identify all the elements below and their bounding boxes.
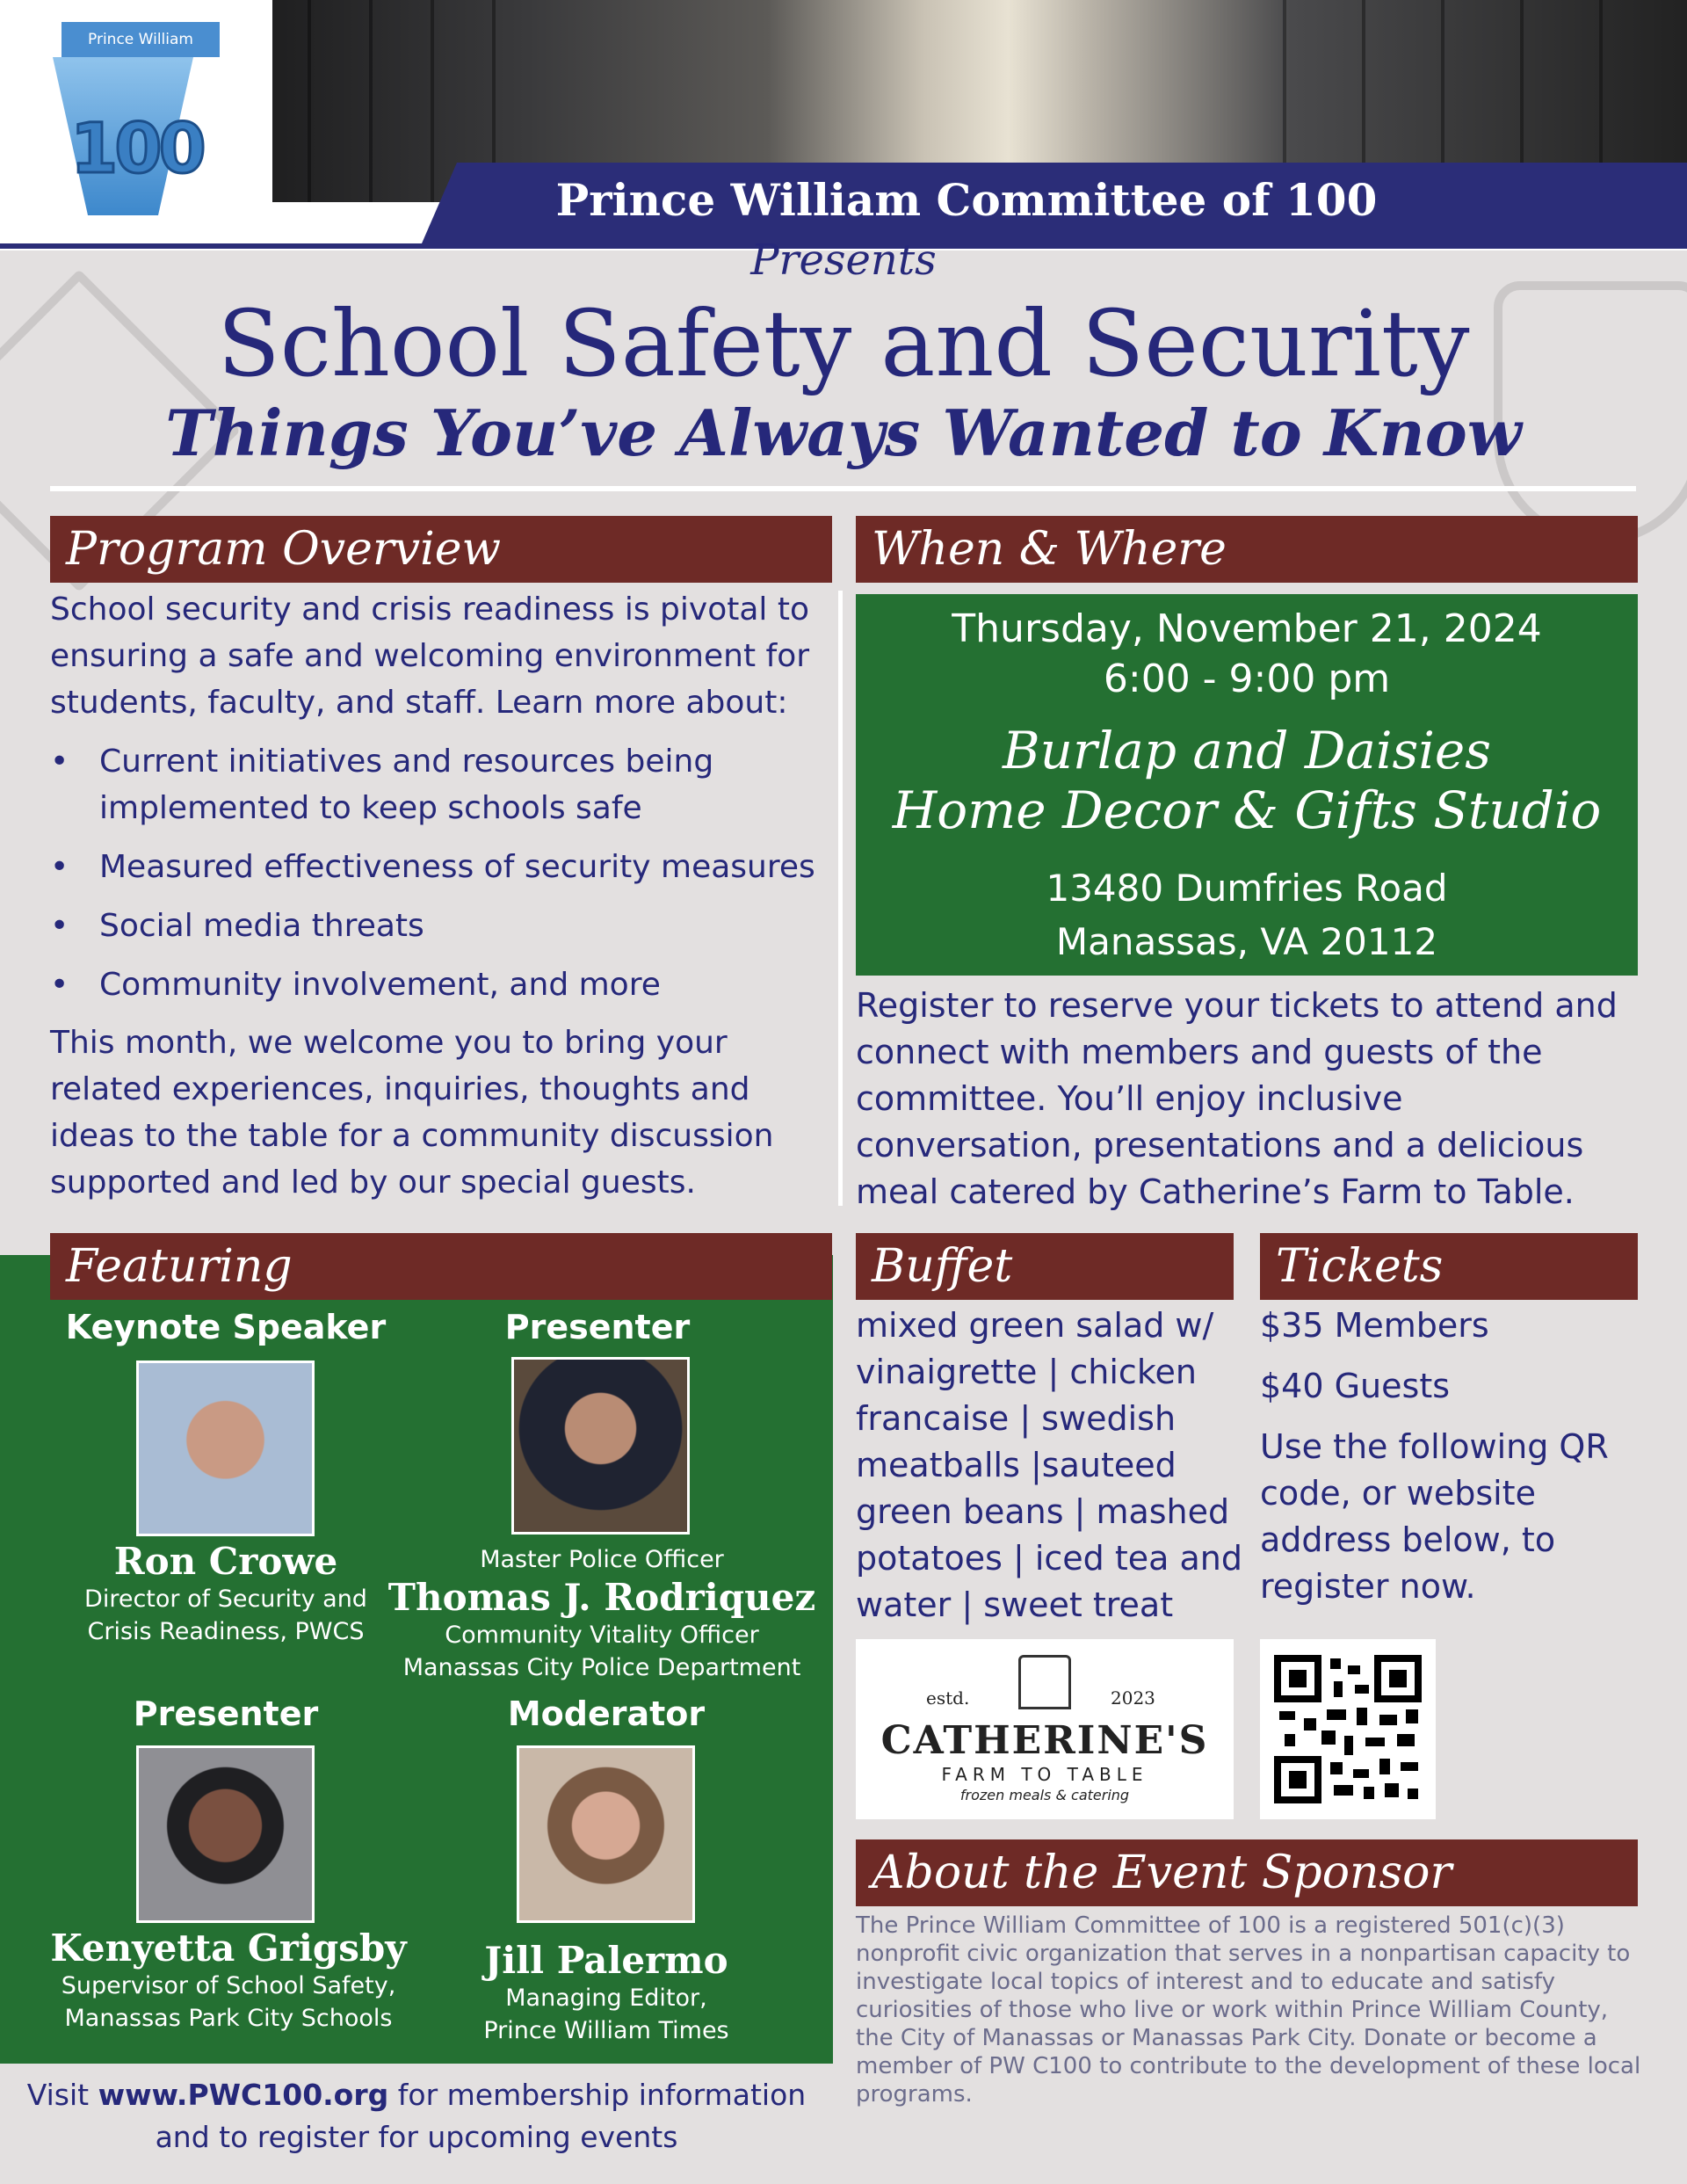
speaker-title: Prince William Times [483, 2017, 729, 2044]
buffet-menu: mixed green salad w/ vinaigrette | chicken francaise | swedish meatballs |sauteed green beans | mashed potatoes | iced tea and water | sweet treat [856, 1306, 1243, 1624]
sponsor-heading: About the Event Sponsor [856, 1839, 1638, 1906]
speaker-title: Supervisor of School Safety, [61, 1972, 396, 1999]
membership-note [0, 2074, 833, 2159]
guest-price: $40 Guests [1260, 1367, 1451, 1405]
event-details-box [856, 594, 1638, 976]
barn-icon [1018, 1655, 1071, 1709]
visit-prefix: Visit [26, 2078, 98, 2112]
speaker-title: Crisis Readiness, PWCS [87, 1618, 365, 1645]
speaker-title: Manassas Park City Schools [64, 2005, 393, 2032]
speaker-role: Keynote Speaker [65, 1308, 387, 1346]
speaker-jill-palermo-details [431, 1939, 782, 2047]
speaker-thomas-rodriquez [422, 1308, 773, 1346]
title-divider [50, 486, 1636, 491]
overview-intro: School security and crisis readiness is pivotal to ensuring a safe and welcoming environment for students, faculty, and staff. Learn more about: [50, 591, 810, 721]
pwc100-logo [18, 18, 281, 255]
speaker-title: Managing Editor, [505, 1984, 707, 2012]
speaker-pre-title: Master Police Officer [480, 1546, 724, 1573]
qr-code-icon [1260, 1639, 1436, 1819]
event-subtitle: Things You’ve Always Wanted to Know [165, 395, 1522, 470]
overview-closing: This month, we welcome you to bring your related experiences, inquiries, thoughts and ideas to the table for a community discussion supported and led by our special guests. [50, 1025, 774, 1201]
speaker-photo [517, 1745, 695, 1923]
tickets-heading: Tickets [1260, 1233, 1638, 1300]
overview-bullet-list [50, 738, 823, 1020]
caterer-name: CATHERINE'S [880, 1718, 1209, 1763]
list-item: • Social media threats [50, 903, 823, 949]
featuring-heading: Featuring [50, 1233, 832, 1300]
register-text: Register to reserve your tickets to attend and connect with members and guests of the committee. You’ll enjoy inclusive conversation, presentations and a delicious meal catered by Catherine’s Farm to Table. [856, 986, 1618, 1211]
speaker-ron-crowe [50, 1308, 402, 1346]
speaker-role: Presenter [133, 1694, 319, 1733]
program-overview-heading: Program Overview [50, 516, 832, 583]
speaker-name: Thomas J. Rodriquez [387, 1576, 816, 1619]
list-item: • Measured effectiveness of security measures [50, 844, 823, 890]
venue-street: 13480 Dumfries Road [1046, 867, 1448, 910]
event-time: 6:00 - 9:00 pm [1103, 657, 1391, 701]
list-item: • Community involvement, and more [50, 961, 823, 1008]
presents-label: Presents [750, 236, 937, 285]
speaker-name: Jill Palermo [484, 1939, 728, 1982]
website-link[interactable]: www.PWC100.org [98, 2078, 389, 2112]
speaker-photo [136, 1745, 315, 1923]
caterer-logo [856, 1639, 1234, 1819]
caterer-year: 2023 [1111, 1687, 1155, 1709]
speaker-name: Ron Crowe [113, 1540, 338, 1583]
org-title: Prince William Committee of 100 [555, 174, 1378, 226]
speaker-role: Presenter [504, 1308, 691, 1346]
logo-number: 100 [70, 110, 203, 189]
speaker-jill-palermo [431, 1694, 782, 1733]
speaker-photo [136, 1360, 315, 1536]
venue-subname: Home Decor & Gifts Studio [892, 780, 1602, 840]
venue-city: Manassas, VA 20112 [1055, 920, 1438, 963]
speaker-photo [511, 1357, 690, 1535]
speaker-title: Community Vitality Officer [445, 1622, 759, 1649]
speaker-ron-crowe-details [50, 1540, 402, 1648]
speaker-title: Manassas City Police Department [402, 1654, 801, 1681]
visit-line2: and to register for upcoming events [155, 2120, 678, 2154]
speaker-thomas-rodriquez-details [378, 1543, 826, 1684]
caterer-tagline: FARM TO TABLE [941, 1764, 1148, 1785]
visit-suffix: for membership information [388, 2078, 807, 2112]
sponsor-description: The Prince William Committee of 100 is a registered 501(c)(3) nonprofit civic organization that serves in a nonpartisan capacity to investigate local topics of interest and to educate and satisfy curiosities of those who live or work within Prince William County, the City of Manassas or Manassas Park City. Donate or become a member of PW C100 to contribute to the development of these local programs. [856, 1912, 1641, 2108]
ticket-instructions: Use the following QR code, or website address below, to register now. [1260, 1427, 1609, 1606]
event-title: School Safety and Security [217, 290, 1470, 397]
event-date: Thursday, November 21, 2024 [952, 606, 1542, 651]
speaker-kenyetta-grigsby-details [35, 1926, 422, 2035]
tickets-info [1260, 1302, 1638, 1610]
speaker-name: Kenyetta Grigsby [50, 1926, 407, 1970]
buffet-heading: Buffet [856, 1233, 1234, 1300]
column-divider [838, 591, 843, 1206]
speaker-title: Director of Security and [84, 1585, 367, 1613]
list-item: • Current initiatives and resources being implemented to keep schools safe [50, 738, 823, 831]
speaker-kenyetta-grigsby [50, 1694, 402, 1733]
caterer-subtitle: frozen meals & catering [959, 1787, 1130, 1803]
logo-top-text: Prince William [62, 22, 220, 57]
registration-qr-code[interactable] [1260, 1639, 1436, 1819]
speaker-role: Moderator [507, 1694, 706, 1733]
caterer-estd: estd. [926, 1687, 970, 1709]
when-where-heading: When & Where [856, 516, 1638, 583]
member-price: $35 Members [1260, 1306, 1489, 1345]
venue-name: Burlap and Daisies [1003, 721, 1491, 780]
